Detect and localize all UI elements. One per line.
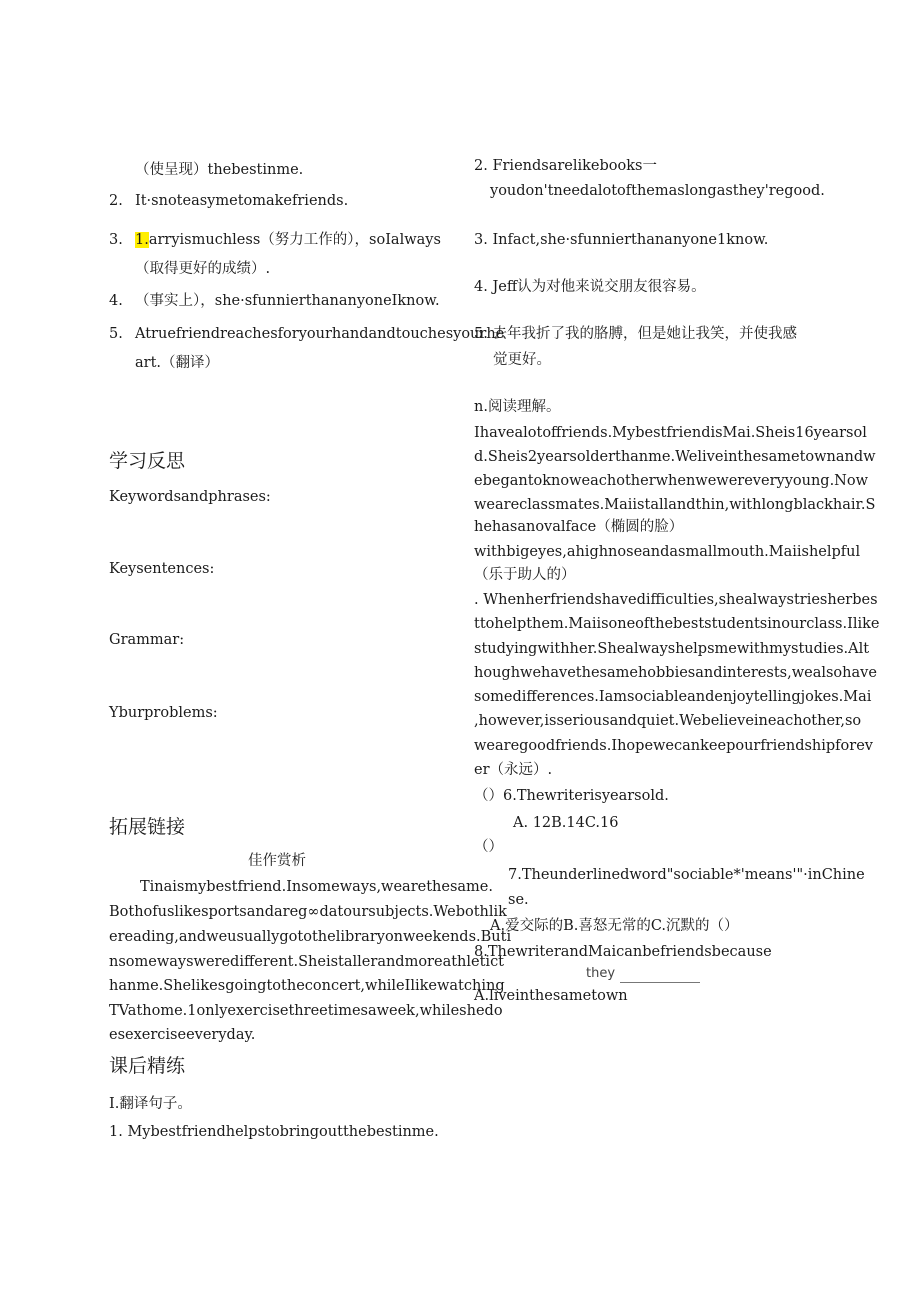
reading-line: ttohelpthem.Maiisoneofthebeststudentsinourclass.Ilike [474,616,880,632]
left-item-5 [109,325,504,343]
reflection-heading: 学习反思 [109,450,186,472]
left-item-2 [109,192,348,210]
left-item-4 [109,292,440,310]
reading-heading: n.阅读理解。 [474,399,561,415]
essay-line: Tinaismybestfriend.Insomeways,wearethesame. [140,879,493,895]
reading-line: weareclassmates.Maiistallandthin,withlongblackhair.S [474,497,876,513]
essay-line: hanme.Shelikesgoingtotheconcert,whileIlikewatching [109,978,505,994]
right-q3: 3. Infact,she·sfunnierthananyone1know. [474,232,769,248]
practice-question-1: 1. Mybestfriendhelpstobringoutthebestinme. [109,1124,439,1140]
reading-line: somedifferences.Iamsociableandenjoytellingjokes.Mai [474,689,872,705]
practice-heading: 课后精练 [109,1055,186,1077]
reading-line: ,however,isseriousandquiet.Webelieveineachother,so [474,713,862,729]
right-q5-line1: 5. 去年我折了我的胳膊，但是她让我笑，并使我感 [474,326,797,342]
sentences-label: Keysentences: [109,561,215,577]
item-text: Atruefriendreachesforyourhandandtouchesyourhe [135,326,505,342]
item-text: （事实上），she·sfunnierthananyoneIknow. [135,293,440,309]
problems-label: Yburproblems: [109,705,218,721]
reading-line: . Whenherfriendshavedifficulties,shealwaystriesherbes [474,592,878,608]
question-7-options: A.爱交际的B.喜怒无常的C.沉默的（） [490,918,739,934]
question-8-option-a: A.liveinthesametown [474,988,628,1004]
left-line-0: （使呈现）thebestinme. [135,162,304,178]
essay-line: ereading,andweusuallygotothelibraryonweekends.Buti [109,929,512,945]
reading-line: er（永远）. [474,762,553,778]
right-q5-line2: 觉更好。 [493,352,551,368]
essay-line: nsomewaysweredifferent.Sheistallerandmoreathletict [109,954,505,970]
keywords-label: Keywordsandphrases: [109,489,271,505]
extension-heading: 拓展链接 [109,816,186,838]
reading-line: wearegoodfriends.Ihopewecankeepourfriendshipforev [474,738,873,754]
item-number: 2. [109,193,123,209]
right-q2-line1: 2. Friendsarelikebooks一 [474,158,657,174]
item-number: 4. [109,293,123,309]
practice-section-title: Ⅰ.翻译句子。 [109,1096,192,1112]
item-number: 3. [109,232,123,248]
question-6: （）6.Thewriterisyearsold. [474,788,669,804]
question-6-options: A. 12B.14C.16 [513,815,619,831]
item-number: 5. [109,326,123,342]
left-line-5b: art.（翻译） [135,355,220,371]
essay-line: TVathome.1onlyexercisethreetimesaweek,whileshedo [109,1003,503,1019]
essay-subtitle: 佳作赏析 [248,853,306,869]
item-text: arryismuchless（努力工作的），soIalways [148,232,441,248]
item-text: It·snoteasymetomakefriends. [135,193,349,209]
left-item-3 [109,231,441,249]
question-8: 8.ThewriterandMaicanbefriendsbecause [474,944,772,960]
reading-line: Ihavealotoffriends.MybestfriendisMai.Sheis16yearsol [474,425,867,441]
reading-line: houghwehavethesamehobbiesandinterests,wealsohave [474,665,877,681]
highlighted-text: 1. [135,232,149,248]
essay-line: Bothofuslikesportsandareg∞datoursubjects.Webothlik [109,904,507,920]
reading-line: d.Sheis2yearsolderthanme.Weliveinthesametownandw [474,449,876,465]
reading-line: （乐于助人的） [474,567,576,583]
essay-line: esexerciseeveryday. [109,1027,256,1043]
question-7-paren: （） [474,839,503,855]
right-q4: 4. Jeff认为对他来说交朋友很容易。 [474,279,706,295]
answer-blank-line [620,982,700,983]
question-7-line2: se. [508,892,529,908]
question-8-they: they [586,966,616,981]
right-q2-line2: youdon'tneedalotofthemaslongasthey'regood. [490,183,825,199]
grammar-label: Grammar: [109,632,185,648]
reading-line: ebegantoknoweachotherwhenwewereveryyoung.Now [474,473,869,489]
reading-line: hehasanovalface（椭圆的脸） [474,519,684,535]
reading-line: withbigeyes,ahighnoseandasmallmouth.Maiishelpful [474,544,861,560]
question-7-line1: 7.Theunderlinedword"sociable*'means'"·inChine [508,867,865,883]
reading-line: studyingwithher.Shealwayshelpsmewithmystudies.Alt [474,641,870,657]
left-line-3b: （取得更好的成绩）. [135,261,271,277]
